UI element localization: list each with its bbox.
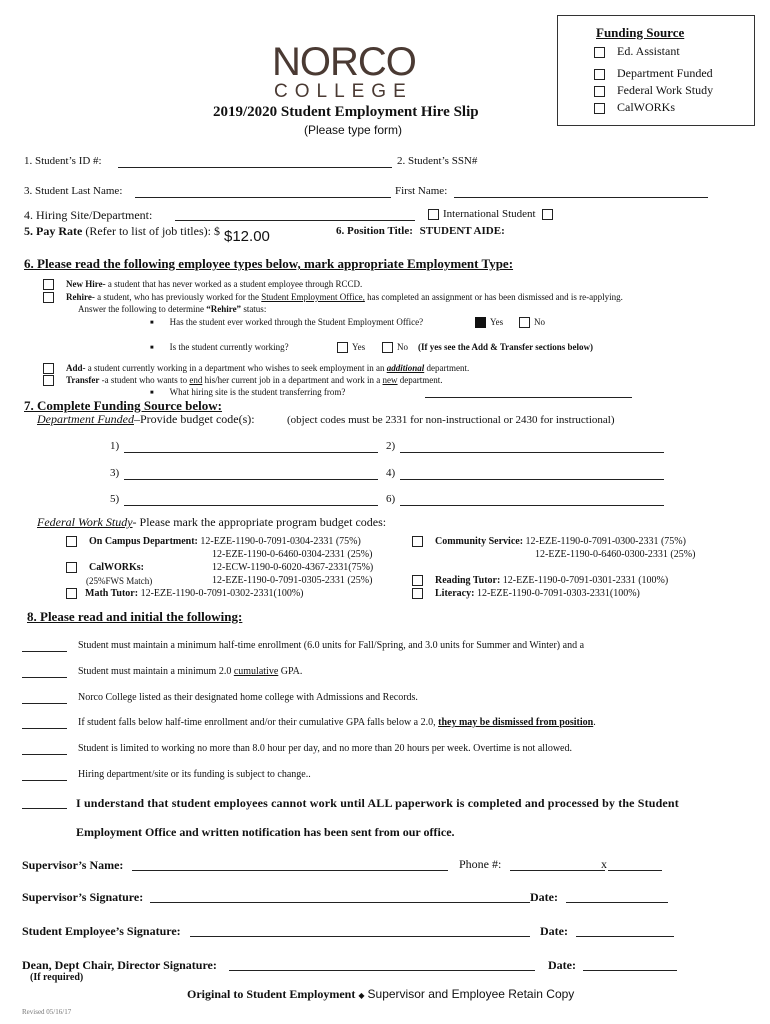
first-name-label: First Name: bbox=[395, 185, 448, 197]
if-required-note: (If required) bbox=[30, 972, 84, 983]
checkbox[interactable] bbox=[428, 209, 439, 220]
checkbox[interactable] bbox=[43, 375, 54, 386]
section7-heading: 7. Complete Funding Source below: bbox=[24, 398, 223, 413]
checkbox[interactable] bbox=[594, 47, 605, 58]
logo-line1: NORCO bbox=[272, 40, 416, 84]
checkbox[interactable] bbox=[66, 562, 77, 573]
final-acknowledgment: I understand that student employees cannot work until ALL paperwork is completed and processed by the Student bbox=[76, 796, 679, 810]
initial-field[interactable] bbox=[22, 808, 67, 809]
student-id-label: 1. Student’s ID #: bbox=[24, 155, 102, 167]
funding-option-ed-assistant[interactable]: Ed. Assistant bbox=[594, 44, 680, 59]
checkbox[interactable] bbox=[66, 536, 77, 547]
supervisor-signature-label: Supervisor’s Signature: bbox=[22, 890, 144, 904]
q1-no[interactable]: No bbox=[519, 317, 545, 328]
budget-code-field[interactable] bbox=[400, 479, 664, 480]
pay-rate-value[interactable]: $12.00 bbox=[224, 228, 270, 245]
initial-item: Hiring department/site or its funding is subject to change.. bbox=[78, 769, 311, 780]
question-ever-worked: ■ Has the student ever worked through the Student Employment Office? bbox=[150, 317, 424, 327]
department-funded-line: Department Funded–Provide budget code(s): bbox=[37, 412, 255, 426]
on-campus-code2: 12-EZE-1190-0-6460-0304-2331 (25%) bbox=[212, 549, 373, 560]
initial-field[interactable] bbox=[22, 728, 67, 729]
community-service-option[interactable]: Community Service: 12-EZE-1190-0-7091-0300-2331 (75%) bbox=[412, 536, 686, 547]
community-code2: 12-EZE-1190-0-6460-0300-2331 (25%) bbox=[535, 549, 696, 560]
budget-code-label: 2) bbox=[386, 440, 396, 452]
student-id-field[interactable] bbox=[118, 167, 392, 168]
supervisor-name-field[interactable] bbox=[132, 870, 448, 871]
last-name-label: 3. Student Last Name: bbox=[24, 185, 123, 197]
college-logo bbox=[272, 42, 416, 102]
initial-item: Student must maintain a minimum half-time enrollment (6.0 units for Fall/Spring, and 3.0 units for Summer and Winter) and a bbox=[78, 640, 585, 651]
budget-code-label: 5) bbox=[110, 493, 120, 505]
on-campus-option[interactable]: On Campus Department: 12-EZE-1190-0-7091-0304-2331 (75%) bbox=[66, 536, 361, 547]
reading-tutor-option[interactable]: Reading Tutor: 12-EZE-1190-0-7091-0301-2331 (100%) bbox=[412, 575, 668, 586]
funding-option-calworks[interactable]: CalWORKs bbox=[594, 100, 675, 115]
form-subtitle: (Please type form) bbox=[304, 123, 403, 137]
hiring-site-field[interactable] bbox=[175, 220, 415, 221]
initial-item: Student must maintain a minimum 2.0 cumulative GPA. bbox=[78, 666, 303, 677]
phone-label: Phone #: bbox=[459, 857, 502, 871]
budget-code-label: 3) bbox=[110, 467, 120, 479]
supervisor-date-field[interactable] bbox=[566, 902, 668, 903]
budget-code-label: 1) bbox=[110, 440, 120, 452]
calworks-option[interactable]: CalWORKs: bbox=[66, 562, 144, 573]
section8-heading: 8. Please read and initial the following: bbox=[27, 609, 243, 624]
math-tutor-option[interactable]: Math Tutor: 12-EZE-1190-0-7091-0302-2331(100%) bbox=[66, 588, 304, 599]
budget-code-field[interactable] bbox=[400, 452, 664, 453]
checkbox[interactable] bbox=[542, 209, 553, 220]
budget-code-field[interactable] bbox=[400, 505, 664, 506]
dean-date-label: Date: bbox=[548, 958, 576, 972]
form-title: 2019/2020 Student Employment Hire Slip bbox=[213, 104, 479, 120]
question-currently-working: ■ Is the student currently working? bbox=[150, 342, 289, 352]
dean-signature-label: Dean, Dept Chair, Director Signature: bbox=[22, 958, 217, 972]
checkbox[interactable] bbox=[594, 103, 605, 114]
student-ssn-label: 2. Student’s SSN# bbox=[397, 155, 478, 167]
student-date-label: Date: bbox=[540, 924, 568, 938]
transfer-option[interactable]: Transfer -a student who wants to end his/her current job in a department and work in a new department. bbox=[43, 375, 443, 386]
diamond-icon: ◆ bbox=[358, 990, 365, 1000]
object-code-note: (object codes must be 2331 for non-instructional or 2430 for instructional) bbox=[287, 414, 615, 426]
initial-field[interactable] bbox=[22, 677, 67, 678]
q1-yes[interactable]: Yes bbox=[475, 317, 503, 328]
new-hire-option[interactable]: New Hire- a student that has never worked as a student employee through RCCD. bbox=[43, 279, 362, 290]
student-signature-label: Student Employee’s Signature: bbox=[22, 924, 181, 938]
supervisor-name-label: Supervisor’s Name: bbox=[22, 858, 124, 872]
federal-work-study-line: Federal Work Study- Please mark the appropriate program budget codes: bbox=[37, 515, 387, 529]
checkbox[interactable] bbox=[43, 363, 54, 374]
initial-item: If student falls below half-time enrollment and/or their cumulative GPA falls below a 2.0, they may be dismissed from position. bbox=[78, 717, 596, 728]
rehire-option[interactable]: Rehire- a student, who has previously worked for the Student Employment Office, has completed an assignment or has been dismissed and is re-applying. bbox=[43, 292, 623, 303]
transfer-question: ■ What hiring site is the student transferring from? bbox=[150, 387, 346, 397]
student-signature-field[interactable] bbox=[190, 936, 530, 937]
checkbox[interactable] bbox=[337, 342, 348, 353]
checkbox[interactable] bbox=[412, 575, 423, 586]
international-student[interactable]: International Student bbox=[428, 208, 557, 220]
checkbox[interactable] bbox=[412, 536, 423, 547]
checkbox[interactable] bbox=[66, 588, 77, 599]
budget-code-field[interactable] bbox=[124, 505, 378, 506]
first-name-field[interactable] bbox=[454, 197, 708, 198]
funding-source-box bbox=[557, 15, 755, 126]
checkbox[interactable] bbox=[519, 317, 530, 328]
section6-heading: 6. Please read the following employee types below, mark appropriate Employment Type: bbox=[24, 256, 514, 271]
budget-code-field[interactable] bbox=[124, 479, 378, 480]
dean-date-field[interactable] bbox=[583, 970, 677, 971]
budget-code-label: 4) bbox=[386, 467, 396, 479]
checkbox[interactable] bbox=[43, 292, 54, 303]
calworks-code1: 12-ECW-1190-0-6020-4367-2331(75%) bbox=[212, 562, 374, 573]
position-title: 6. Position Title: STUDENT AIDE: bbox=[336, 225, 505, 237]
q2-yes[interactable]: Yes bbox=[337, 342, 365, 353]
funding-option-department-funded[interactable]: Department Funded bbox=[594, 66, 713, 81]
last-name-field[interactable] bbox=[135, 197, 391, 198]
checkbox[interactable] bbox=[594, 86, 605, 97]
revised-date: Revised 05/16/17 bbox=[22, 1008, 72, 1016]
q2-no[interactable]: No (If yes see the Add & Transfer sections below) bbox=[382, 342, 593, 353]
transfer-from-field[interactable] bbox=[425, 397, 632, 398]
initial-field[interactable] bbox=[22, 703, 67, 704]
checkbox[interactable] bbox=[594, 69, 605, 80]
initial-field[interactable] bbox=[22, 754, 67, 755]
final-acknowledgment-cont: Employment Office and written notification has been sent from our office. bbox=[76, 825, 455, 839]
checkbox[interactable] bbox=[382, 342, 393, 353]
supervisor-signature-field[interactable] bbox=[150, 902, 530, 903]
initial-item: Student is limited to working no more than 8.0 hour per day, and no more than 20 hours per week. Overtime is not allowed. bbox=[78, 743, 572, 754]
supervisor-date-label: Date: bbox=[530, 890, 558, 904]
dean-signature-field[interactable] bbox=[229, 970, 535, 971]
footer-distribution: Original to Student Employment ◆ Supervisor and Employee Retain Copy bbox=[187, 987, 575, 1001]
checkbox[interactable] bbox=[412, 588, 423, 599]
funding-source-title: Funding Source bbox=[596, 25, 685, 40]
funding-option-federal-work-study[interactable]: Federal Work Study bbox=[594, 83, 713, 98]
phone-ext-field[interactable] bbox=[608, 870, 662, 871]
logo-line2: COLLEGE bbox=[274, 81, 413, 102]
phone-field[interactable] bbox=[510, 870, 605, 871]
initial-field[interactable] bbox=[22, 780, 67, 781]
rehire-answer-line: Answer the following to determine “Rehire” status: bbox=[78, 304, 267, 314]
pay-rate-label: 5. Pay Rate (Refer to list of job titles): $ bbox=[24, 224, 220, 238]
calworks-note: (25%FWS Match) bbox=[86, 576, 153, 586]
phone-ext-label: x bbox=[601, 857, 607, 871]
student-date-field[interactable] bbox=[576, 936, 674, 937]
initial-field[interactable] bbox=[22, 651, 67, 652]
checkbox-checked[interactable] bbox=[475, 317, 486, 328]
initial-item: Norco College listed as their designated home college with Admissions and Records. bbox=[78, 692, 418, 703]
budget-code-label: 6) bbox=[386, 493, 396, 505]
checkbox[interactable] bbox=[43, 279, 54, 290]
calworks-code2: 12-EZE-1190-0-7091-0305-2331 (25%) bbox=[212, 575, 373, 586]
budget-code-field[interactable] bbox=[124, 452, 378, 453]
hiring-site-label: 4. Hiring Site/Department: bbox=[24, 208, 153, 222]
add-option[interactable]: Add- a student currently working in a department who wishes to seek employment in an additional department. bbox=[43, 363, 469, 374]
literacy-option[interactable]: Literacy: 12-EZE-1190-0-7091-0303-2331(100%) bbox=[412, 588, 640, 599]
